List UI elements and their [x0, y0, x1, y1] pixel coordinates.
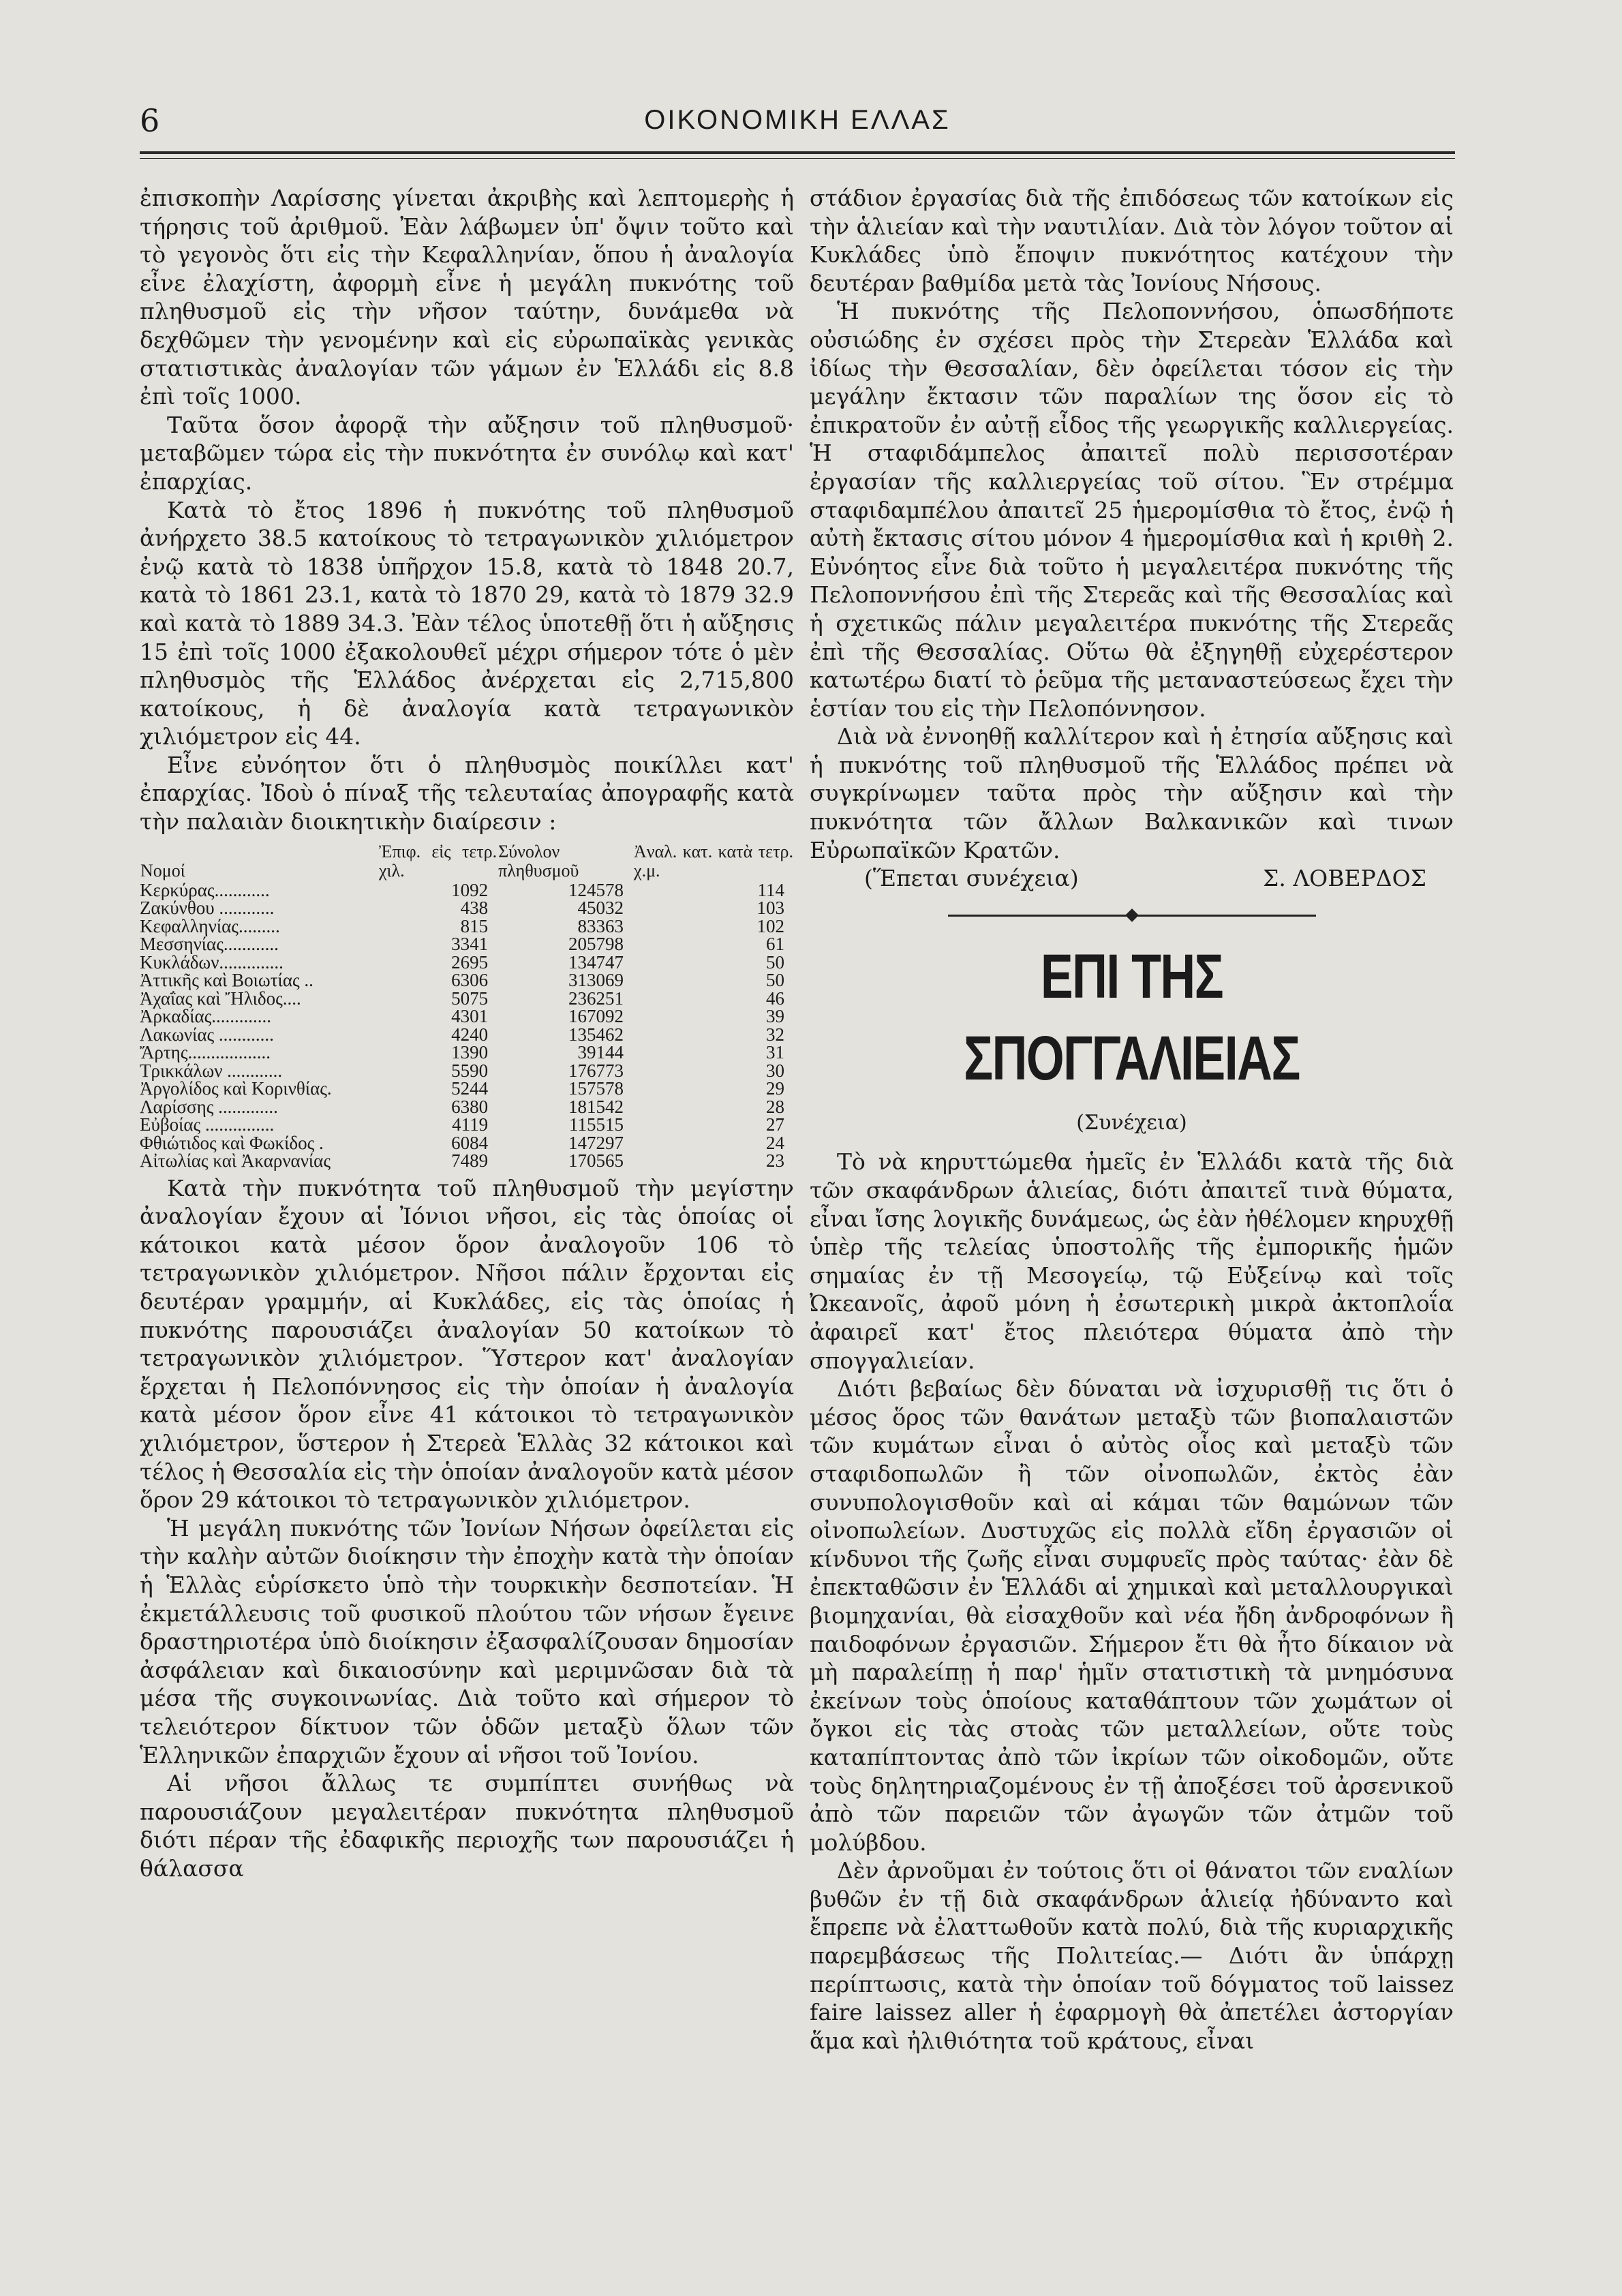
table-cell-value: 313069	[568, 970, 624, 991]
table-cell-prefecture: Ἀργολίδος καὶ Κορινθίας.	[140, 1078, 332, 1099]
paragraph: ἐπισκοπὴν Λαρίσσης γίνεται ἀκριβὴς καὶ λεπτομερὴς ἡ τήρησις τοῦ ἀριθμοῦ. Ἐὰν λάβωμεν ὑπ' ὄψιν τοῦτο καὶ τὸ γεγονὸς ὅτι εἰς τὴν Κεφαλληνίαν, ὅπου ἡ ἀναλογία εἶνε ἐλαχίστη, ἀφορμὴ εἶνε ἡ μεγάλη πυκνότης τοῦ πληθυσμοῦ εἰς τὴν νῆσον ταύτην, δυνάμεθα νὰ δεχθῶμεν τὴν γενομένην καὶ εἰς εὐρωπαϊκὰς γενικὰς στατιστικὰς ἀναλογίαν τῶν γάμων ἐν Ἑλλάδι εἰς 8.8 ἐπὶ τοῖς 1000.	[140, 185, 794, 410]
table-cell-value: 31	[766, 1042, 784, 1063]
table-row	[140, 1007, 794, 1026]
table-cell-prefecture: Ἀρκαδίας.............	[140, 1006, 272, 1027]
right-column	[810, 184, 1454, 2055]
table-body	[140, 881, 794, 1170]
table-cell-prefecture: Ἀχαΐας καὶ Ἤλιδος....	[140, 988, 301, 1009]
table-cell-value: 6380	[451, 1096, 489, 1117]
table-cell-prefecture: Κερκύρας............	[140, 879, 270, 900]
table-cell-prefecture: Μεσσηνίας............	[140, 934, 279, 955]
table-cell-prefecture: Ἄρτης..................	[140, 1042, 271, 1063]
paragraph: Ἡ μεγάλη πυκνότης τῶν Ἰονίων Νήσων ὀφείλεται εἰς τὴν καλὴν αὐτῶν διοίκησιν τὴν ἐποχὴν κατὰ τὴν ὁποίαν ἡ Ἑλλὰς εὑρίσκετο ὑπὸ τὴν τουρκικὴν δεσποτείαν. Ἡ ἐκμετάλλευσις τοῦ φυσικοῦ πλούτου τῶν νήσων ἔγεινε δραστηριοτέρα ὑπὸ διοίκησιν ἐξασφαλίζουσαν δημοσίαν ἀσφάλειαν καὶ δικαιοσύνην καὶ μεριμνῶσαν διὰ τὰ μέσα τῆς συγκοινωνίας. Διὰ τοῦτο καὶ σήμερον τὸ τελειότερον δίκτυον τῶν ὁδῶν μεταξὺ ὅλων τῶν Ἑλληνικῶν ἐπαρχιῶν ἔχουν αἱ νῆσοι τοῦ Ἰονίου.	[140, 1514, 794, 1769]
paragraph: Κατὰ τὴν πυκνότητα τοῦ πληθυσμοῦ τὴν μεγίστην ἀναλογίαν ἔχουν αἱ Ἰόνιοι νῆσοι, εἰς τὰς ὁποίας οἱ κάτοικοι κατὰ μέσον ὅρον ἀναλογοῦν 106 τὸ τετραγωνικὸν χιλιόμετρον. Νῆσοι πάλιν ἔρχονται εἰς δευτέραν γραμμήν, αἱ Κυκλάδες, εἰς τὰς ὁποίας ἡ πυκνότης παρουσιάζει ἀναλογίαν 50 κατοίκων τὸ τετραγωνικὸν χιλιόμετρον. Ὕστερον κατ' ἀναλογίαν ἔρχεται ἡ Πελοπόννησος εἰς τὴν ὁποίαν ἡ ἀναλογία κατὰ μέσον ὅρον εἶνε 41 κάτοικοι τὸ τετραγωνικὸν χιλιόμετρον, ὕστερον ἡ Στερεὰ Ἑλλὰς 32 κάτοικοι καὶ τέλος ἡ Θεσσαλία εἰς τὴν ὁποίαν ἀναλογοῦν κατὰ μέσον ὅρον 29 κάτοικοι τὸ τετραγωνικὸν χιλιόμετρον.	[140, 1174, 794, 1514]
table-cell-value: 50	[766, 970, 784, 991]
table-header-cell: Νομοί	[140, 860, 185, 881]
table-cell-value: 61	[766, 934, 784, 955]
table-header-cell: Ἐπιφ. εἰς τετρ. χιλ.	[379, 841, 498, 881]
table-cell-value: 4119	[452, 1114, 489, 1135]
table-cell-value: 32	[766, 1024, 784, 1045]
table-cell-prefecture: Λακωνίας ............	[140, 1024, 274, 1045]
header-rule-thin	[140, 158, 1455, 159]
table-cell-value: 24	[766, 1132, 784, 1153]
table-cell-value: 46	[766, 988, 784, 1009]
table-cell-value: 6306	[451, 970, 489, 991]
section-subtitle: (Συνέχεια)	[1076, 1110, 1187, 1135]
table-cell-value: 102	[756, 915, 784, 936]
table-cell-prefecture: Εὐβοίας ...............	[140, 1114, 275, 1135]
paragraph: Διότι βεβαίως δὲν δύναται νὰ ἰσχυρισθῇ τις ὅτι ὁ μέσος ὅρος τῶν θανάτων μεταξὺ τῶν βιοπαλαιστῶν τῶν κυμάτων εἶναι ὁ αὐτὸς οἷος καὶ μεταξὺ τῶν σταφιδοπωλῶν ἢ τῶν οἰνοπωλῶν, ἐκτὸς ἐὰν συνυπολογισθοῦν καὶ αἱ κάμαι τῶν θαμώνων τῶν οἰνοπωλείων. Δυστυχῶς εἰς πολλὰ εἴδη ἐργασιῶν οἱ κίνδυνοι τῆς ζωῆς εἶναι συμφυεῖς πρὸς ταύτας· ἐὰν δὲ ἐπεκταθῶσιν ἐν Ἑλλάδι αἱ χημικαὶ καὶ μεταλλουργικαὶ βιομηχανίαι, θὰ εἰσαχθοῦν καὶ νέα ἤδη ἀνδροφόνων ἢ παιδοφόνων ἐργασιῶν. Σήμερον ἔτι θὰ ἦτο δίκαιον νὰ μὴ παραλείπῃ ἡ παρ' ἡμῖν στατιστικὴ τὰ μνημόσυνα ἐκείνων τοὺς ὁποίους καταθάπτουν τῶν χωμάτων οἱ ὄγκοι εἰς τὰς στοὰς τῶν μεταλλείων, οὔτε τοὺς καταπίπτοντας ἀπὸ τῶν ἰκρίων τῶν οἰκοδομῶν, οὔτε τοὺς δηλητηριαζομένους ἐν τῇ ἀποξέσει τοῦ ἀρσενικοῦ ἀπὸ τῶν παρειῶν τῶν ἀγωγῶν τῶν ἀτμῶν τοῦ μολύβδου.	[810, 1375, 1454, 1856]
table-header-cell: Σύνολον πληθυσμοῦ	[498, 841, 579, 881]
table-cell-value: 135462	[568, 1024, 624, 1045]
section-divider	[948, 915, 1316, 917]
table-cell-value: 45032	[577, 898, 624, 919]
signature-line	[810, 864, 1454, 893]
table-cell-prefecture: Τρικκάλων ............	[140, 1060, 283, 1081]
table-row	[140, 881, 794, 900]
table-cell-value: 115515	[569, 1114, 624, 1135]
table-cell-value: 205798	[568, 934, 624, 955]
table-header-cell: Ἀναλ. κατ. κατὰ τετρ. χ.μ.	[634, 841, 793, 881]
table-cell-value: 29	[766, 1078, 784, 1099]
table-cell-value: 83363	[577, 915, 624, 936]
table-cell-value: 23	[766, 1150, 784, 1172]
table-cell-value: 30	[766, 1060, 784, 1081]
table-cell-prefecture: Κεφαλληνίας.........	[140, 915, 280, 936]
table-cell-value: 2695	[451, 951, 489, 973]
table-cell-value: 815	[460, 915, 489, 936]
table-cell-value: 181542	[568, 1096, 624, 1117]
table-row	[140, 971, 794, 990]
table-cell-value: 114	[757, 879, 784, 900]
paragraph: Διὰ νὰ ἐννοηθῇ καλλίτερον καὶ ἡ ἐτησία αὔξησις καὶ ἡ πυκνότης τοῦ πληθυσμοῦ τῆς Ἑλλάδος πρέπει νὰ συγκρίνωμεν ταῦτα πρὸς τὴν αὔξησιν καὶ τὴν πυκνότητα τῶν ἄλλων Βαλκανικῶν καὶ τινων Εὐρωπαϊκῶν Κρατῶν.	[810, 723, 1454, 863]
table-cell-value: 134747	[568, 951, 624, 973]
paragraph: Δὲν ἀρνοῦμαι ἐν τούτοις ὅτι οἱ θάνατοι τῶν εναλίων βυθῶν ἐν τῇ διὰ σκαφάνδρων ἁλιείᾳ ἠδύναντο καὶ ἔπρεπε νὰ ἐλαττωθοῦν κατὰ πολύ, διὰ τῆς κυριαρχικῆς παρεμβάσεως τῆς Πολιτείας.— Διότι ἂν ὑπάρχῃ περίπτωσις, κατὰ τὴν ὁποίαν τοῦ δόγματος τοῦ laissez faire laissez aller ἡ ἐφαρμογὴ θὰ ἀπετέλει ἀστοργίαν ἅμα καὶ ἠλιθιότητα τοῦ κράτους, εἶναι	[810, 1857, 1454, 2054]
table-cell-value: 124578	[568, 879, 624, 900]
table-row	[140, 899, 794, 917]
table-cell-value: 176773	[568, 1060, 624, 1081]
paragraph: Αἱ νῆσοι ἄλλως τε συμπίπτει συνήθως νὰ παρουσιάζουν μεγαλειτέραν πυκνότητα πληθυσμοῦ διότι πέραν τῆς ἐδαφικῆς περιοχῆς των παρουσιάζει ἡ θάλασσα	[140, 1770, 794, 1882]
table-row	[140, 1116, 794, 1134]
divider-ornament	[1125, 908, 1139, 922]
table-cell-value: 103	[756, 898, 784, 919]
table-cell-value: 438	[460, 898, 489, 919]
table-cell-prefecture: Κυκλάδων..............	[140, 951, 284, 973]
table-row	[140, 1062, 794, 1080]
table-cell-prefecture: Ζακύνθου ............	[140, 898, 275, 919]
table-cell-value: 1092	[451, 879, 489, 900]
population-table	[140, 842, 794, 1170]
table-cell-value: 7489	[451, 1150, 489, 1172]
table-row	[140, 990, 794, 1008]
table-row	[140, 1152, 794, 1170]
table-cell-value: 27	[766, 1114, 784, 1135]
paragraph: Εἶνε εὐνόητον ὅτι ὁ πληθυσμὸς ποικίλλει κατ' ἐπαρχίας. Ἰδοὺ ὁ πίναξ τῆς τελευταίας ἀπογραφῆς κατὰ τὴν παλαιὰν διοικητικὴν διαίρεσιν :	[140, 751, 794, 836]
table-header-row	[140, 842, 794, 881]
paragraph: Τὸ νὰ κηρυττώμεθα ἡμεῖς ἐν Ἑλλάδι κατὰ τῆς διὰ τῶν σκαφάνδρων ἁλιείας, διότι ἀπαιτεῖ τινὰ θύματα, εἶναι ἴσης λογικῆς δυνάμεως, ὡς ἐὰν ἠθέλομεν κηρυχθῇ ὑπὲρ τῆς τελείας ὑποστολῆς τῆς ἐμπορικῆς ἡμῶν σημαίας ἐν τῇ Μεσογείῳ, τῷ Εὐξείνῳ καὶ τοῖς Ὠκεανοῖς, ἀφοῦ μόνη ἡ ἐσωτερικὴ μικρὰ ἀκτοπλοΐα ἀφαιρεῖ κατ' ἔτος πλειότερα θύματα ἀπὸ τὴν σπογγαλιείαν.	[810, 1148, 1454, 1374]
table-cell-value: 5590	[451, 1060, 489, 1081]
page-header	[140, 102, 1455, 139]
table-cell-prefecture: Ἀττικῆς καὶ Βοιωτίας ..	[140, 970, 313, 991]
paragraph: στάδιον ἐργασίας διὰ τῆς ἐπιδόσεως τῶν κατοίκων εἰς τὴν ἁλιείαν καὶ τὴν ναυτιλίαν. Διὰ τὸν λόγον τοῦτον αἱ Κυκλάδες ὑπὸ ἔποψιν πυκνότητος κατέχουν τὴν δευτέραν βαθμίδα μετὰ τὰς Ἰονίους Νήσους.	[810, 185, 1454, 296]
paragraph: Ἡ πυκνότης τῆς Πελοποννήσου, ὁπωσδήποτε οὐσιώδης ἐν σχέσει πρὸς τὴν Στερεὰν Ἑλλάδα καὶ ἰδίως τὴν Θεσσαλίαν, δὲν ὀφείλεται τόσον εἰς τὴν μεγάλην ἔκτασιν τῶν παραλίων της ὅσον εἰς τὸ ἐπικρατοῦν ἐν αὐτῇ εἶδος τῆς γεωργικῆς καλλιεργείας. Ἡ σταφιδάμπελος ἀπαιτεῖ πολὺ περισσοτέραν ἐργασίαν τῆς καλλιεργείας τοῦ σίτου. Ἓν στρέμμα σταφιδαμπέλου ἀπαιτεῖ 25 ἡμερομίσθια τὸ ἔτος, ἐνῷ ἡ αὐτὴ ἔκτασις σίτου μόνον 4 ἡμερομίσθια καὶ ἡ κριθὴ 2. Εὐνόητος εἶνε διὰ τοῦτο ἡ μεγαλειτέρα πυκνότης τῆς Πελοποννήσου ἐπὶ τῆς Στερεᾶς καὶ τῆς Θεσσαλίας καὶ ἡ σχετικῶς πάλιν μεγαλειτέρα πυκνότης τῆς Στερεᾶς ἐπὶ τῆς Θεσσαλίας. Οὕτω θὰ ἐξηγηθῇ εὐχερέστερον κατωτέρω διατί τὸ ῥεῦμα τῆς μεταναστεύσεως ἔχει τὴν ἑστίαν του εἰς τὴν Πελοπόννησον.	[810, 298, 1454, 722]
table-cell-value: 5244	[451, 1078, 489, 1099]
table-cell-value: 4240	[451, 1024, 489, 1045]
table-cell-value: 3341	[451, 934, 489, 955]
left-column	[140, 184, 794, 1883]
table-cell-value: 28	[766, 1096, 784, 1117]
table-row	[140, 1026, 794, 1044]
author-name: Σ. ΛΟΒΕΡΔΟΣ	[1263, 865, 1426, 892]
table-cell-value: 236251	[568, 988, 624, 1009]
table-cell-value: 39	[766, 1006, 784, 1027]
table-cell-value: 157578	[568, 1078, 624, 1099]
table-cell-prefecture: Λαρίσσης .............	[140, 1096, 278, 1117]
table-cell-value: 170565	[568, 1150, 624, 1172]
continued-note: (Ἕπεται συνέχεια)	[864, 865, 1079, 892]
running-title: ΟΙΚΟΝΟΜΙΚΗ ΕΛΛΑΣ	[644, 105, 951, 135]
table-cell-value: 147297	[568, 1132, 624, 1153]
table-row	[140, 1134, 794, 1152]
table-row	[140, 917, 794, 936]
table-row	[140, 953, 794, 972]
paragraph: Κατὰ τὸ ἔτος 1896 ἡ πυκνότης τοῦ πληθυσμοῦ ἀνήρχετο 38.5 κατοίκους τὸ τετραγωνικὸν χιλιόμετρον ἐνῷ κατὰ τὸ 1838 ὑπῆρχον 15.8, κατὰ τὸ 1848 20.7, κατὰ τὸ 1861 23.1, κατὰ τὸ 1870 29, κατὰ τὸ 1879 32.9 καὶ κατὰ τὸ 1889 34.3. Ἐὰν τέλος ὑποτεθῇ ὅτι ἡ αὔξησις 15 ἐπὶ τοῖς 1000 ἐξακολουθεῖ μέχρι σήμερον τότε ὁ μὲν πληθυσμὸς τῆς Ἑλλάδος ἀνέρχεται εἰς 2,715,800 κατοίκους, ἡ δὲ ἀναλογία κατὰ τετραγωνικὸν χιλιόμετρον εἰς 44.	[140, 496, 794, 750]
table-cell-value: 4301	[451, 1006, 489, 1027]
table-row	[140, 1080, 794, 1098]
paragraph: Ταῦτα ὅσον ἀφορᾷ τὴν αὔξησιν τοῦ πληθυσμοῦ· μεταβῶμεν τώρα εἰς τὴν πυκνότητα ἐν συνόλῳ καὶ κατ' ἐπαρχίας.	[140, 411, 794, 495]
header-rule	[140, 151, 1455, 154]
table-cell-value: 5075	[451, 988, 489, 1009]
section-title: ΕΠΙ ΤΗΣ ΣΠΟΓΓΑΛΙΕΙΑΣ	[964, 941, 1300, 1093]
table-row	[140, 1043, 794, 1062]
table-cell-value: 1390	[451, 1042, 489, 1063]
table-cell-value: 167092	[568, 1006, 624, 1027]
table-cell-value: 39144	[577, 1042, 624, 1063]
table-cell-value: 6084	[451, 1132, 489, 1153]
page-number: 6	[140, 102, 160, 139]
table-cell-prefecture: Φθιώτιδος καὶ Φωκίδος .	[140, 1132, 324, 1153]
table-cell-value: 50	[766, 951, 784, 973]
table-row	[140, 935, 794, 953]
table-cell-prefecture: Αἰτωλίας καὶ Ἀκαρνανίας	[140, 1150, 331, 1172]
table-row	[140, 1098, 794, 1116]
